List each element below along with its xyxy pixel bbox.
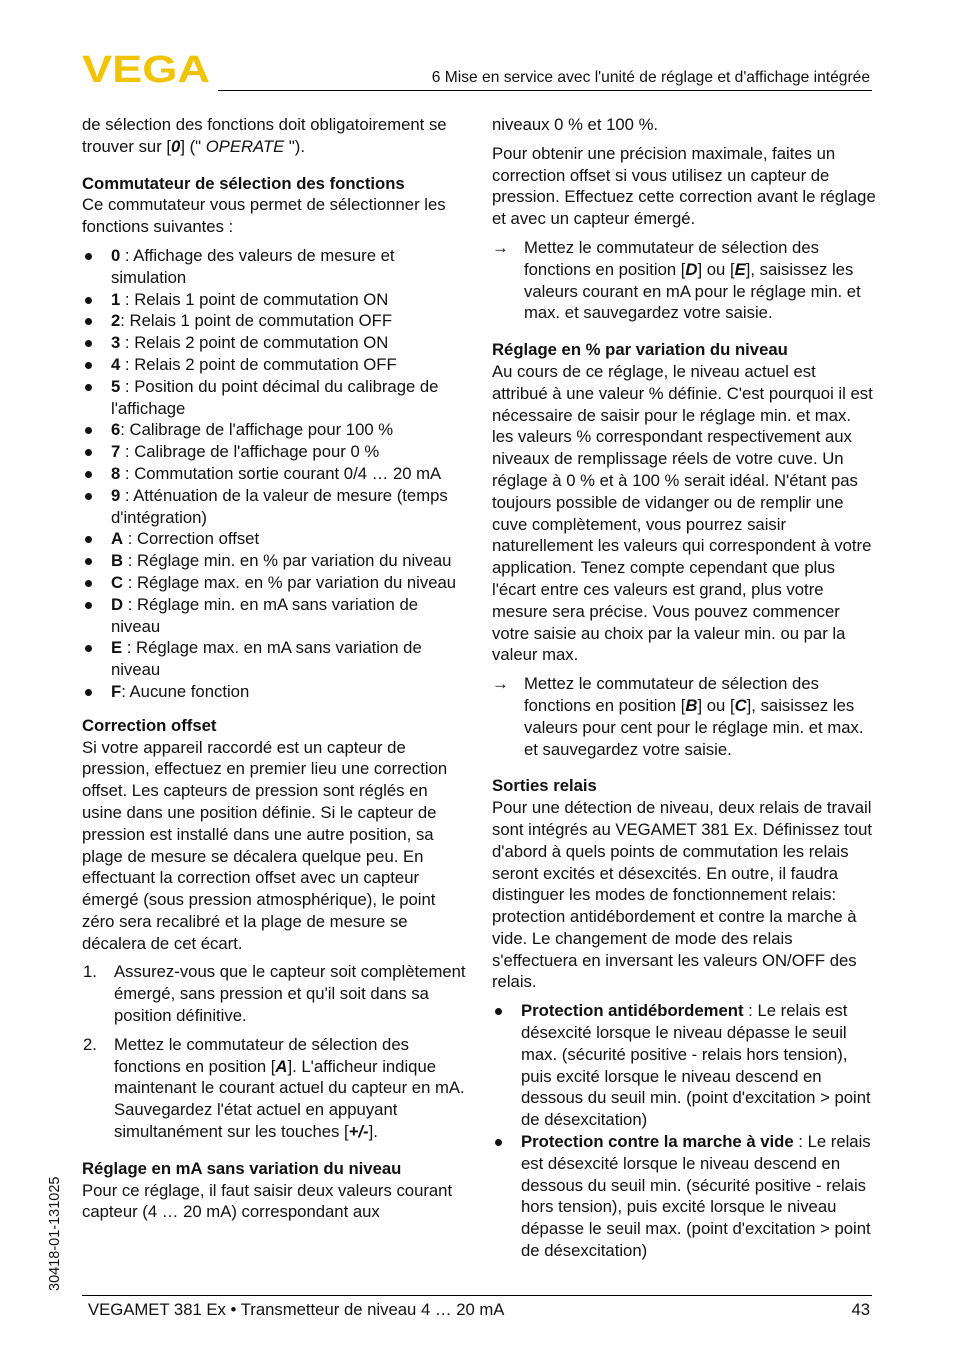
right-column bbox=[492, 114, 876, 1266]
running-header: 6 Mise en service avec l'unité de réglage et d'affichage intégrée bbox=[431, 69, 870, 86]
list-item: 2: Relais 1 point de commutation OFF bbox=[82, 310, 468, 332]
list-item: B : Réglage min. en % par variation du niveau bbox=[82, 550, 468, 572]
relay-heading: Sorties relais bbox=[492, 776, 597, 796]
intro-paragraph: de sélection des fonctions doit obligatoirement se trouver sur [0] (" OPERATE "). bbox=[82, 115, 447, 156]
pct-heading: Réglage en % par variation du niveau bbox=[492, 340, 788, 360]
arrow-right-icon: → bbox=[492, 237, 509, 257]
document-id: 30418-01-131025 bbox=[47, 1176, 63, 1291]
action-pct: → Mettez le commutateur de sélection des fonctions en position [B] ou [C], saisissez les valeurs pour cent pour le réglage min. et max. et sauvegardez votre saisie. bbox=[492, 674, 864, 759]
relay-modes bbox=[492, 1000, 876, 1262]
vega-logo bbox=[82, 52, 212, 84]
precision-text: Pour obtenir une précision maximale, faites un correction offset si vous utilisez un capteur de pression. Effectuez cette correction avant le réglage et avec un capteur émergé. bbox=[492, 143, 876, 229]
relay-text: Pour une détection de niveau, deux relais de travail sont intégrés au VEGAMET 381 Ex. Définissez tout d'abord à quels points de commutation les relais seront excités et désexcités. En outre, il faudra distinguer les modes de fonctionnement relais: protection antidébordement et contre la marche à vide. Le changement de mode des relais s'effectuera en inversant les valeurs ON/OFF des relais. bbox=[492, 798, 872, 992]
footer-product: VEGAMET 381 Ex • Transmetteur de niveau 4 … 20 mA bbox=[88, 1300, 505, 1319]
step-2: 2. Mettez le commutateur de sélection des fonctions en position [A]. L'afficheur indique maintenant le courant actuel du capteur en mA. Sauvegardez l'état actuel en appuyant simultanément sur les touches [+/-]. bbox=[83, 1034, 465, 1142]
list-item: 4 : Relais 2 point de commutation OFF bbox=[82, 354, 468, 376]
list-item: Protection antidébordement : Le relais est désexcité lorsque le niveau dépasse le seuil max. (sécurité positive - relais hors tension), puis excité lorsque le niveau descend en dessous du seuil min. (point d'excitation > point de désexcitation) bbox=[492, 1000, 876, 1131]
function-list bbox=[82, 245, 468, 703]
list-item: F: Aucune fonction bbox=[82, 681, 468, 703]
list-item: E : Réglage max. en mA sans variation de niveau bbox=[82, 637, 468, 681]
page-number: 43 bbox=[851, 1300, 870, 1319]
left-column bbox=[82, 114, 468, 1230]
step-1: 1. Assurez-vous que le capteur soit complètement émergé, sans pression et qu'il soit dans sa position définitive. bbox=[83, 962, 466, 1026]
footer-rule bbox=[82, 1295, 872, 1296]
selector-text: Ce commutateur vous permet de sélectionner les fonctions suivantes : bbox=[82, 195, 446, 237]
ma-heading: Réglage en mA sans variation du niveau bbox=[82, 1158, 402, 1178]
list-item: 0 : Affichage des valeurs de mesure et simulation bbox=[82, 245, 468, 289]
offset-text: Si votre appareil raccordé est un capteur de pression, effectuez en premier lieu une correction offset. Les capteurs de pression sont réglés en usine dans une position définie. Si le capteur de pression est installé dans une autre position, sa plage de mesure se décalera quelque peu. En effectuant la correction offset avec un capteur émergé (sous pression atmosphérique), le point zéro sera recalibré et la plage de mesure se décalera de cet écart. bbox=[82, 737, 448, 953]
pct-text: Au cours de ce réglage, le niveau actuel est attribué à une valeur % définie. C'est pourquoi il est nécessaire de saisir pour le réglage min. et max. les valeurs % correspondant respectivement aux niveaux de remplissage réels de votre cuve. Un réglage à 0 % et à 100 % serait idéal. N'étant pas toujours possible de vidanger ou de remplir une cuve complètement, vous pourrez saisir naturellement les valeurs qui correspondent à votre application. Tenez compte cependant que plus l'écart entre ces valeurs est grand, plus votre mesure sera précise. Vous pouvez commencer votre saisie au choix par la valeur min. ou par la valeur max. bbox=[492, 361, 873, 665]
list-item: C : Réglage max. en % par variation du niveau bbox=[82, 572, 468, 594]
selector-heading: Commutateur de sélection des fonctions bbox=[82, 173, 405, 193]
list-item: 1 : Relais 1 point de commutation ON bbox=[82, 289, 468, 311]
list-item: Protection contre la marche à vide : Le relais est désexcité lorsque le niveau descend en dessous du seuil min. (sécurité positive - relais hors tension), puis excité lorsque le niveau dépasse le seuil max. (point d'excitation > point de désexcitation) bbox=[492, 1131, 876, 1262]
arrow-right-icon: → bbox=[492, 674, 509, 694]
offset-heading: Correction offset bbox=[82, 715, 217, 735]
ma-text-continued: niveaux 0 % et 100 %. bbox=[492, 115, 659, 134]
list-item: D : Réglage min. en mA sans variation de niveau bbox=[82, 594, 468, 638]
offset-steps bbox=[82, 961, 468, 1142]
ma-text: Pour ce réglage, il faut saisir deux valeurs courant capteur (4 … 20 mA) correspondant aux bbox=[82, 1180, 453, 1222]
list-item: 6: Calibrage de l'affichage pour 100 % bbox=[82, 419, 468, 441]
action-mA: → Mettez le commutateur de sélection des fonctions en position [D] ou [E], saisissez les valeurs courant en mA pour le réglage min. et max. et sauvegardez votre saisie. bbox=[492, 237, 861, 323]
header-rule bbox=[218, 90, 872, 91]
list-item: 8 : Commutation sortie courant 0/4 … 20 mA bbox=[82, 463, 468, 485]
list-item: 3 : Relais 2 point de commutation ON bbox=[82, 332, 468, 354]
list-item: 9 : Atténuation de la valeur de mesure (temps d'intégration) bbox=[82, 485, 468, 529]
list-item: 7 : Calibrage de l'affichage pour 0 % bbox=[82, 441, 468, 463]
list-item: 5 : Position du point décimal du calibrage de l'affichage bbox=[82, 376, 468, 420]
list-item: A : Correction offset bbox=[82, 528, 468, 550]
svg-text:VEGA: VEGA bbox=[82, 52, 210, 84]
